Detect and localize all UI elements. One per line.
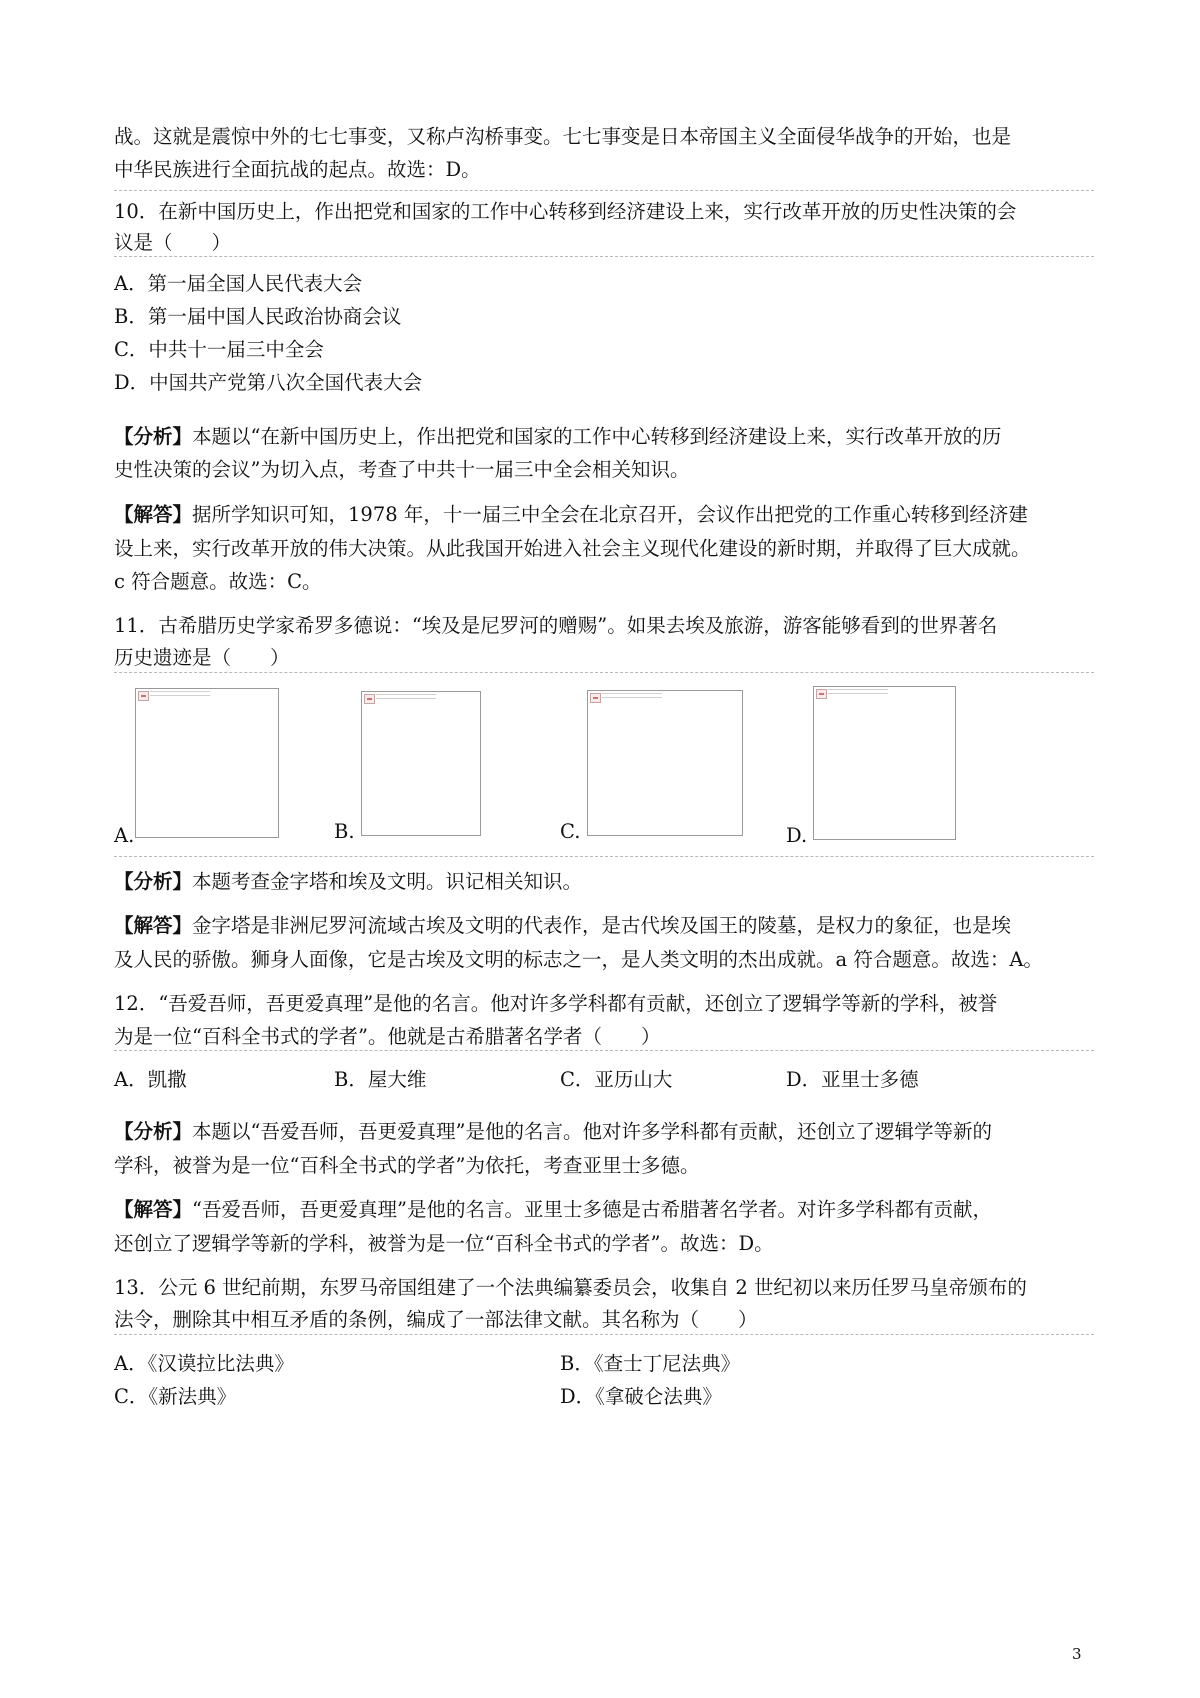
- q13-stem-line-2: 法令，删除其中相互矛盾的条例，编成了一部法律文献。其名称为（ ）: [114, 1308, 758, 1331]
- q11-answer-line-1: [114, 912, 1094, 940]
- q12-stem-line-2: 为是一位“百科全书式的学者”。他就是古希腊著名学者（ ）: [114, 1025, 661, 1048]
- q12-option-b: B．屋大维: [334, 1068, 427, 1091]
- q10-answer-line-1: [114, 501, 1094, 529]
- q13-option-b: B．《查士丁尼法典》: [560, 1352, 741, 1375]
- q10-option-b: B．第一届中国人民政治协商会议: [114, 305, 402, 328]
- image-placeholder: [376, 694, 436, 699]
- q13-option-c: C．《新法典》: [114, 1385, 237, 1408]
- q12-answer-text: “吾爱吾师，吾更爱真理”是他的名言。亚里士多德是古希腊著名学者。对许多学科都有贡献，: [192, 1198, 992, 1221]
- image-placeholder: [602, 693, 662, 698]
- q11-option-b-label: B.: [334, 820, 355, 843]
- q10-answer-line-2: 设上来，实行改革开放的伟大决策。从此我国开始进入社会主义现代化建设的新时期，并取得了巨大成就。: [114, 537, 1031, 560]
- q12-answer-line-2: 还创立了逻辑学等新的学科，被誉为是一位“百科全书式的学者”。故选：D。: [114, 1232, 774, 1255]
- q12-analysis-line-1: [114, 1118, 1094, 1146]
- q12-option-a: A．凯撒: [114, 1068, 187, 1091]
- q11-stem-line-2: 历史遗迹是（ ）: [114, 646, 290, 669]
- q12-analysis-line-2: 学科，被誉为是一位“百科全书式的学者”为依托，考查亚里士多德。: [114, 1154, 700, 1177]
- broken-image-icon: [816, 689, 827, 699]
- q10-answer-text: 据所学知识可知，1978 年，十一届三中全会在北京召开，会议作出把党的工作重心转移到经济建: [192, 503, 1028, 526]
- q11-option-b-image: [361, 691, 481, 836]
- q10-option-c: C．中共十一届三中全会: [114, 338, 324, 361]
- q10-stem-line-2: 议是（ ）: [114, 231, 232, 254]
- image-placeholder: [828, 689, 888, 694]
- q10-analysis-line-1: [114, 423, 1094, 451]
- analysis-tag: 【分析】: [114, 1120, 193, 1143]
- q11-option-a-label: A.: [114, 824, 135, 847]
- q11-option-c-image: [587, 690, 743, 836]
- broken-image-icon: [590, 693, 601, 703]
- q10-stem-line-1: 10．在新中国历史上，作出把党和国家的工作中心转移到经济建设上来，实行改革开放的历史性决策的会: [114, 200, 1017, 223]
- analysis-tag: 【分析】: [114, 870, 193, 893]
- q11-images-block: [114, 856, 1094, 857]
- answer-tag: 【解答】: [114, 503, 193, 526]
- q11-stem-line-1: 11．古希腊历史学家希罗多德说：“埃及是尼罗河的赠赐”。如果去埃及旅游，游客能够看到的世界著名: [114, 614, 998, 637]
- q12-option-d: D．亚里士多德: [786, 1068, 919, 1091]
- q12-stem-line-1: 12．“吾爱吾师，吾更爱真理”是他的名言。他对许多学科都有贡献，还创立了逻辑学等新的学科，被誉: [114, 992, 998, 1015]
- q10-analysis-line-2: 史性决策的会议”为切入点，考查了中共十一届三中全会相关知识。: [114, 458, 690, 481]
- broken-image-icon: [364, 694, 375, 704]
- q11-option-d-label: D.: [786, 824, 808, 847]
- answer-tag: 【解答】: [114, 1198, 193, 1221]
- q13-stem-line-1: 13．公元 6 世纪前期，东罗马帝国组建了一个法典编纂委员会，收集自 2 世纪初以来历任罗马皇帝颁布的: [114, 1276, 1027, 1299]
- q13-option-d: D．《拿破仑法典》: [560, 1385, 722, 1408]
- broken-image-icon: [138, 691, 149, 701]
- q10-analysis-text: 本题以“在新中国历史上，作出把党和国家的工作中心转移到经济建设上来，实行改革开放的历: [192, 425, 1002, 448]
- q11-option-a-image: [135, 688, 279, 838]
- q13-option-a: A．《汉谟拉比法典》: [114, 1352, 294, 1375]
- q12-option-c: C．亚历山大: [560, 1068, 673, 1091]
- q11-option-c-label: C.: [560, 820, 581, 843]
- q11-analysis-line-1: [114, 868, 1094, 896]
- q12-answer-line-1: [114, 1196, 1094, 1224]
- q11-answer-line-2: 及人民的骄傲。狮身人面像，它是古埃及文明的标志之一，是人类文明的杰出成就。a 符合题意。故选：A。: [114, 948, 1043, 971]
- q11-answer-text: 金字塔是非洲尼罗河流域古埃及文明的代表作，是古代埃及国王的陵墓，是权力的象征，也是埃: [192, 914, 1012, 937]
- q12-analysis-text: 本题以“吾爱吾师，吾更爱真理”是他的名言。他对许多学科都有贡献，还创立了逻辑学等新的: [192, 1120, 992, 1143]
- q10-option-a: A．第一届全国人民代表大会: [114, 272, 363, 295]
- q11-option-d-image: [813, 686, 956, 840]
- answer-tag: 【解答】: [114, 914, 193, 937]
- page-number: 3: [1072, 1645, 1082, 1663]
- analysis-tag: 【分析】: [114, 425, 193, 448]
- q10-answer-line-3: c 符合题意。故选：C。: [114, 570, 322, 593]
- continuation-line-1: 战。这就是震惊中外的七七事变，又称卢沟桥事变。七七事变是日本帝国主义全面侵华战争的开始，也是: [114, 125, 1012, 148]
- image-placeholder: [150, 691, 210, 696]
- q11-analysis-text: 本题考查金字塔和埃及文明。识记相关知识。: [192, 870, 583, 893]
- continuation-line-2: 中华民族进行全面抗战的起点。故选：D。: [114, 158, 481, 181]
- q10-option-d: D．中国共产党第八次全国代表大会: [114, 371, 423, 394]
